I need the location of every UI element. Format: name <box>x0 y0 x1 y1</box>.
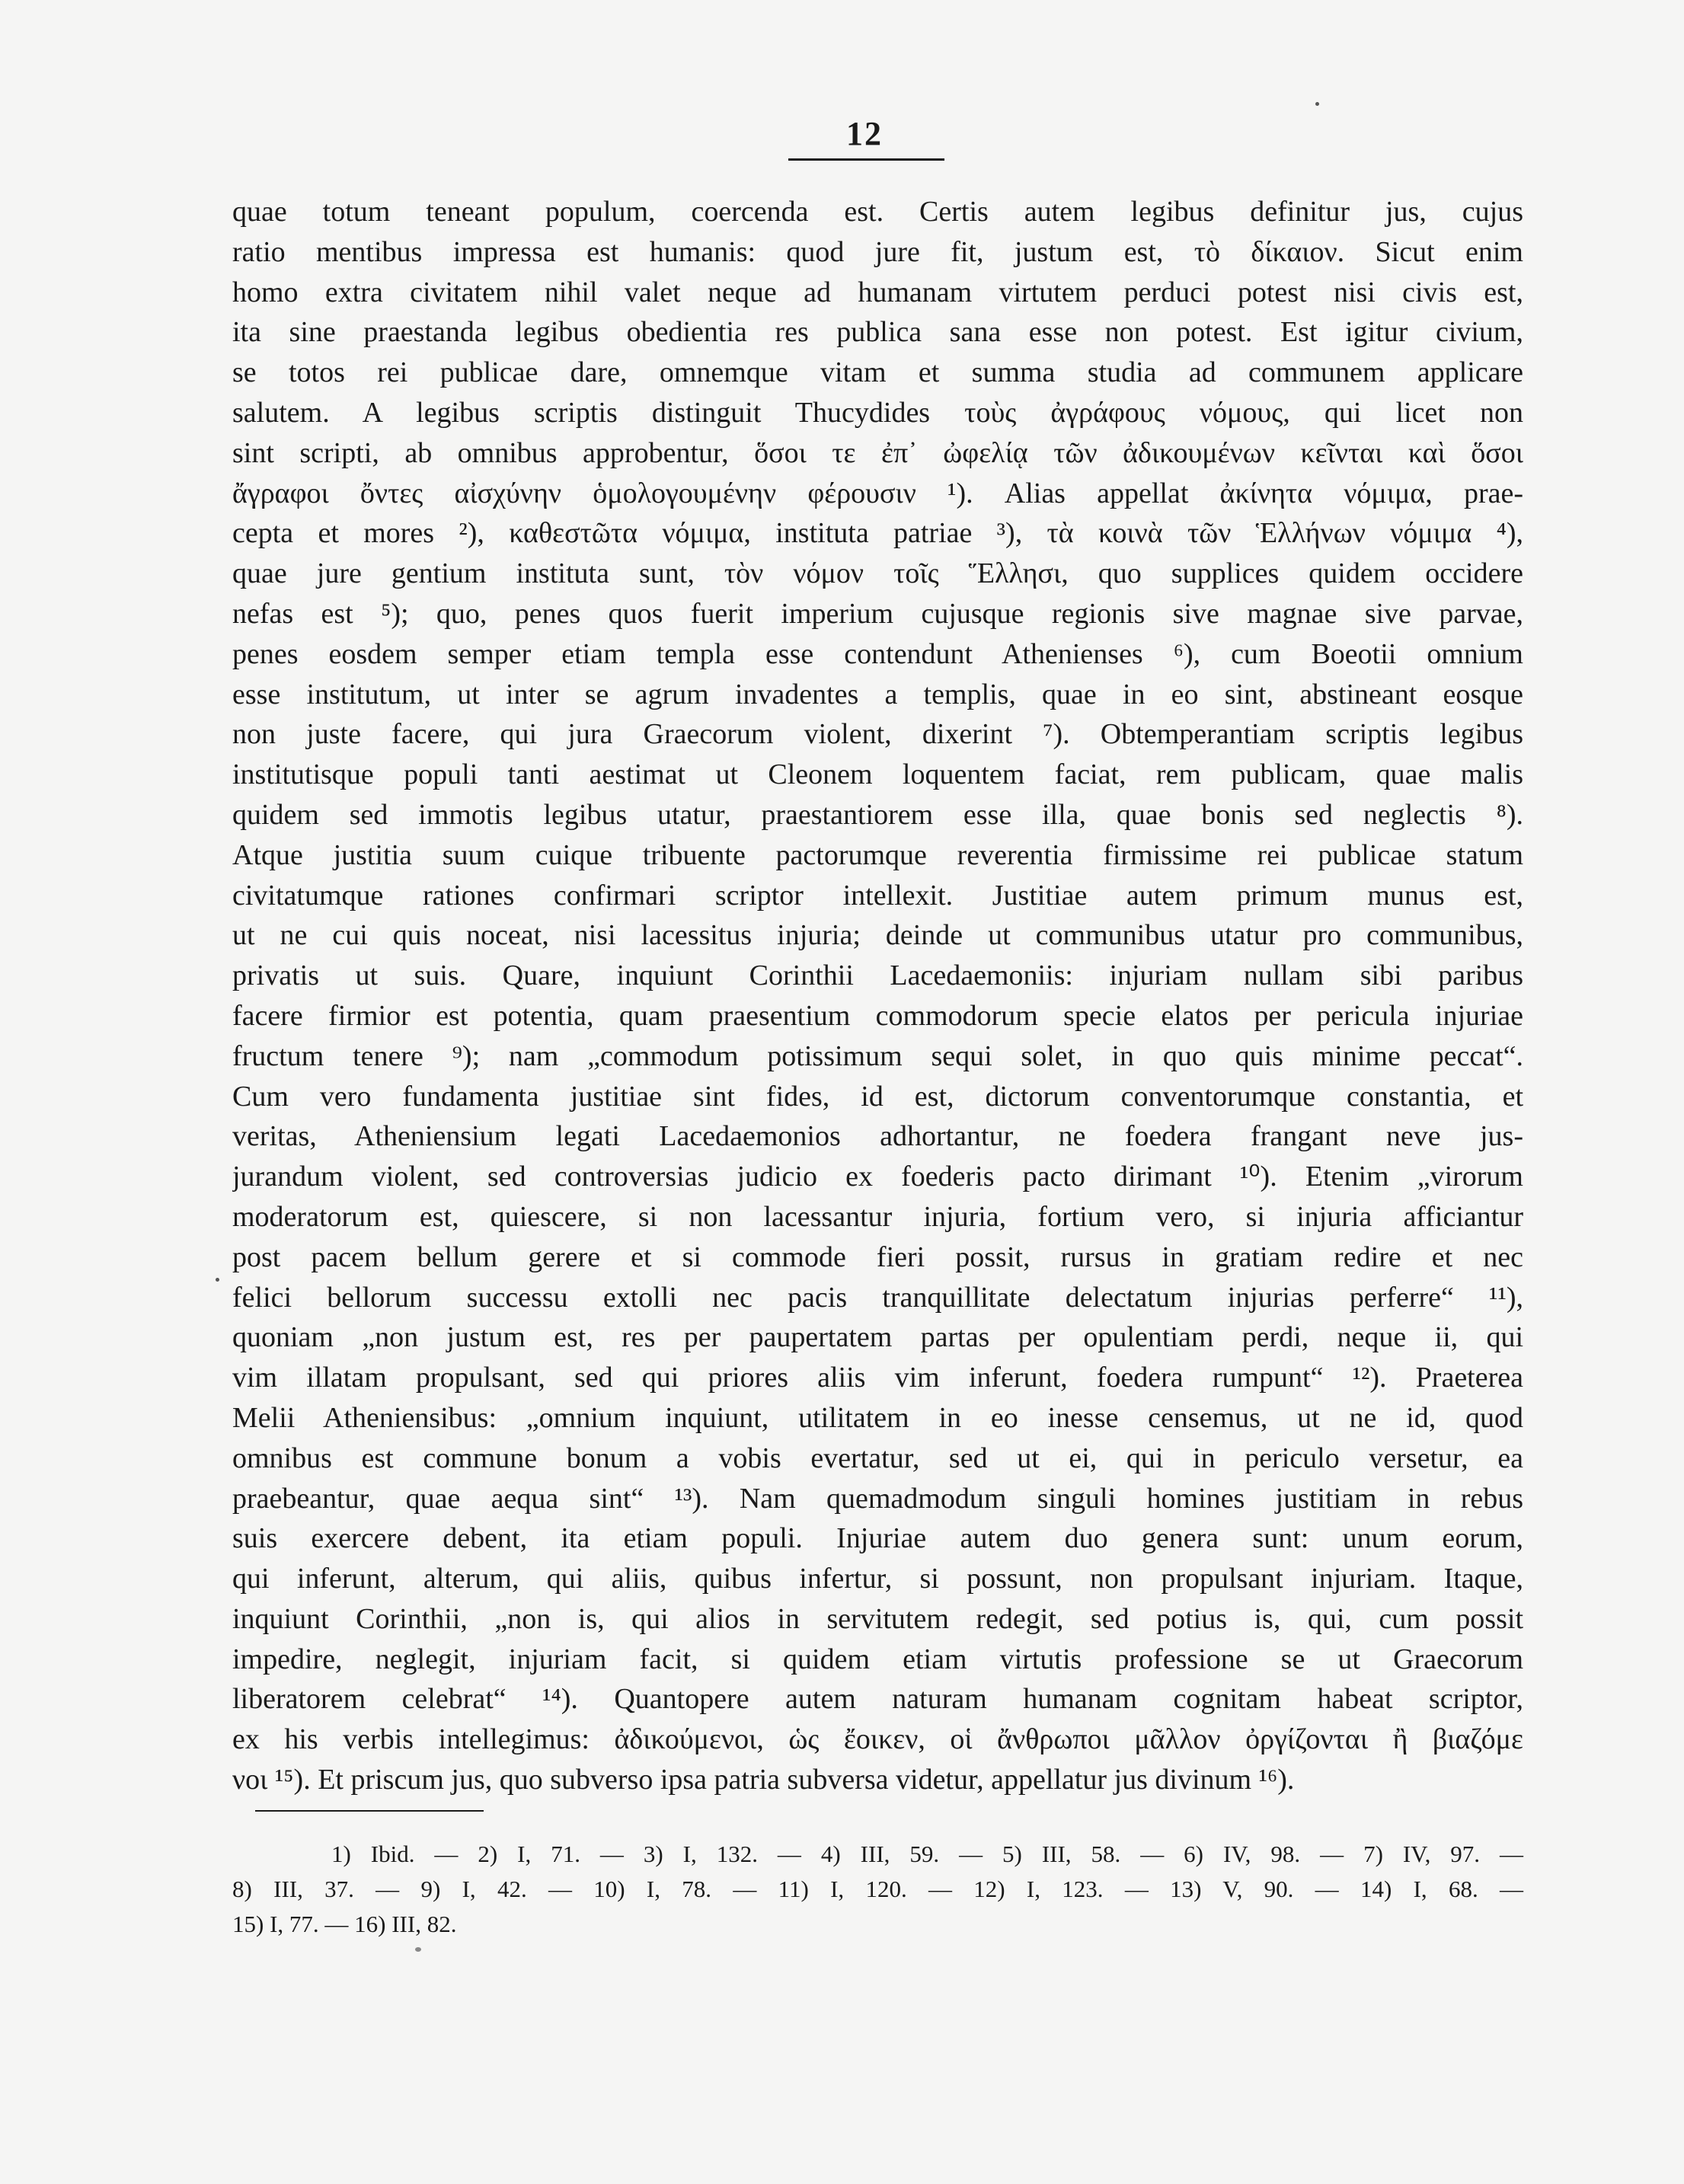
text-line: quoniam „non justum est, res per paupertatem partas per opulentiam perdi, neque ii, qui <box>232 1321 1523 1354</box>
paper-speck <box>415 1947 421 1952</box>
text-line: ut ne cui quis noceat, nisi lacessitus injuria; deinde ut communibus utatur pro communibus, <box>232 919 1523 952</box>
text-line: Cum vero fundamenta justitiae sint fides, id est, dictorum conventorumque constantia, et <box>232 1080 1523 1113</box>
page-number: 12 <box>846 115 883 152</box>
text-line: felici bellorum successu extolli nec pacis tranquillitate delectatum injurias perferre“ ¹¹), <box>232 1281 1523 1314</box>
text-line: sint scripti, ab omnibus approbentur, ὅσοι τε ἐπ᾽ ὠφελίᾳ τῶν ἀδικουμένων κεῖνται καὶ ὅσοι <box>232 436 1523 469</box>
text-line: non juste facere, qui jura Graecorum violent, dixerint ⁷). Obtemperantiam scriptis legibus <box>232 718 1523 751</box>
text-line: liberatorem celebrat“ ¹⁴). Quantopere autem naturam humanam cognitam habeat scriptor, <box>232 1683 1523 1716</box>
text-line: quae totum teneant populum, coercenda est. Certis autem legibus definitur jus, cujus <box>232 196 1523 228</box>
text-line: praebeantur, quae aequa sint“ ¹³). Nam quemadmodum singuli homines justitiam in rebus <box>232 1482 1523 1515</box>
text-line: nefas est ⁵); quo, penes quos fuerit imperium cujusque regionis sive magnae sive parvae, <box>232 597 1523 630</box>
text-line: vim illatam propulsant, sed qui priores aliis vim inferunt, foedera rumpunt“ ¹²). Praeterea <box>232 1362 1523 1394</box>
footnote-line: 15) I, 77. — 16) III, 82. <box>232 1911 457 1937</box>
text-line: facere firmior est potentia, quam praesentium commodorum specie elatos per pericula injuriae <box>232 999 1523 1032</box>
text-line: moderatorum est, quiescere, si non lacessantur injuria, fortium vero, si injuria afficiantur <box>232 1200 1523 1233</box>
text-line: penes eosdem semper etiam templa esse contendunt Athenienses ⁶), cum Boeotii omnium <box>232 637 1523 670</box>
text-line: ratio mentibus impressa est humanis: quod jure fit, justum est, τὸ δίκαιον. Sicut enim <box>232 235 1523 268</box>
paper-speck <box>1315 102 1319 106</box>
text-line: salutem. A legibus scriptis distinguit Thucydides τοὺς ἀγράφους νόμους, qui licet non <box>232 396 1523 429</box>
text-line: jurandum violent, sed controversias judicio ex foederis pacto dirimant ¹⁰). Etenim „virorum <box>232 1161 1523 1193</box>
text-line: inquiunt Corinthii, „non is, qui alios in servitutem redegit, sed potius is, qui, cum possit <box>232 1602 1523 1635</box>
text-line: fructum tenere ⁹); nam „commodum potissimum sequi solet, in quo quis minime peccat“. <box>232 1039 1523 1072</box>
text-line: privatis ut suis. Quare, inquiunt Corinthii Lacedaemoniis: injuriam nullam sibi paribus <box>232 959 1523 992</box>
text-line: νοι ¹⁵). Et priscum jus, quo subverso ipsa patria subversa videtur, appellatur jus divinum ¹⁶). <box>232 1764 1295 1796</box>
text-line: veritas, Atheniensium legati Lacedaemonios adhortantur, ne foedera frangant neve jus- <box>232 1120 1523 1153</box>
footnotes <box>232 1837 1523 1942</box>
text-line: institutisque populi tanti aestimat ut Cleonem loquentem faciat, rem publicam, quae malis <box>232 758 1523 791</box>
text-line: impedire, neglegit, injuriam facit, si quidem etiam virtutis professione se ut Graecorum <box>232 1643 1523 1675</box>
text-line: Melii Atheniensibus: „omnium inquiunt, utilitatem in eo inesse censemus, ut ne id, quod <box>232 1401 1523 1434</box>
paper-speck <box>216 1278 219 1282</box>
text-line: qui inferunt, alterum, qui aliis, quibus infertur, si possunt, non propulsant injuriam. Itaque, <box>232 1563 1523 1595</box>
text-line: post pacem bellum gerere et si commode fieri possit, rursus in gratiam redire et nec <box>232 1240 1523 1273</box>
text-line: se totos rei publicae dare, omnemque vitam et summa studia ad communem applicare <box>232 356 1523 389</box>
text-line: ἄγραφοι ὄντες αἰσχύνην ὁμολογουμένην φέρουσιν ¹). Alias appellat ἀκίνητα νόμιμα, prae- <box>232 477 1523 509</box>
text-line: ita sine praestanda legibus obedientia res publica sana esse non potest. Est igitur civium, <box>232 316 1523 349</box>
text-line: civitatumque rationes confirmari scriptor intellexit. Justitiae autem primum munus est, <box>232 879 1523 912</box>
body-text <box>232 192 1523 1800</box>
text-line: Atque justitia suum cuique tribuente pactorumque reverentia firmissime rei publicae statum <box>232 838 1523 871</box>
text-line: suis exercere debent, ita etiam populi. Injuriae autem duo genera sunt: unum eorum, <box>232 1522 1523 1555</box>
footnote-line: 1) Ibid. — 2) I, 71. — 3) I, 132. — 4) III, 59. — 5) III, 58. — 6) IV, 98. — 7) IV, 97. — <box>331 1841 1523 1867</box>
text-line: ex his verbis intellegimus: ἀδικούμενοι, ὡς ἔοικεν, οἱ ἄνθρωποι μᾶλλον ὀργίζονται ἢ βιαζόμε <box>232 1723 1523 1756</box>
text-line: quae jure gentium instituta sunt, τὸν νόμον τοῖς Ἕλλησι, quo supplices quidem occidere <box>232 557 1523 590</box>
text-line: homo extra civitatem nihil valet neque ad humanam virtutem perduci potest nisi civis est, <box>232 276 1523 308</box>
text-line: esse institutum, ut inter se agrum invadentes a templis, quae in eo sint, abstineant eosque <box>232 678 1523 710</box>
footnote-line: 8) III, 37. — 9) I, 42. — 10) I, 78. — 11) I, 120. — 12) I, 123. — 13) V, 90. — 14) I, 68. — <box>232 1876 1523 1902</box>
text-line: quidem sed immotis legibus utatur, praestantiorem esse illa, quae bonis sed neglectis ⁸). <box>232 798 1523 831</box>
page-number-rule <box>788 158 944 161</box>
text-line: cepta et mores ²), καθεστῶτα νόμιμα, instituta patriae ³), τὰ κοινὰ τῶν Ἑλλήνων νόμιμα ⁴), <box>232 517 1523 550</box>
text-line: omnibus est commune bonum a vobis evertatur, sed ut ei, qui in periculo versetur, ea <box>232 1442 1523 1474</box>
footnote-divider <box>255 1810 484 1812</box>
